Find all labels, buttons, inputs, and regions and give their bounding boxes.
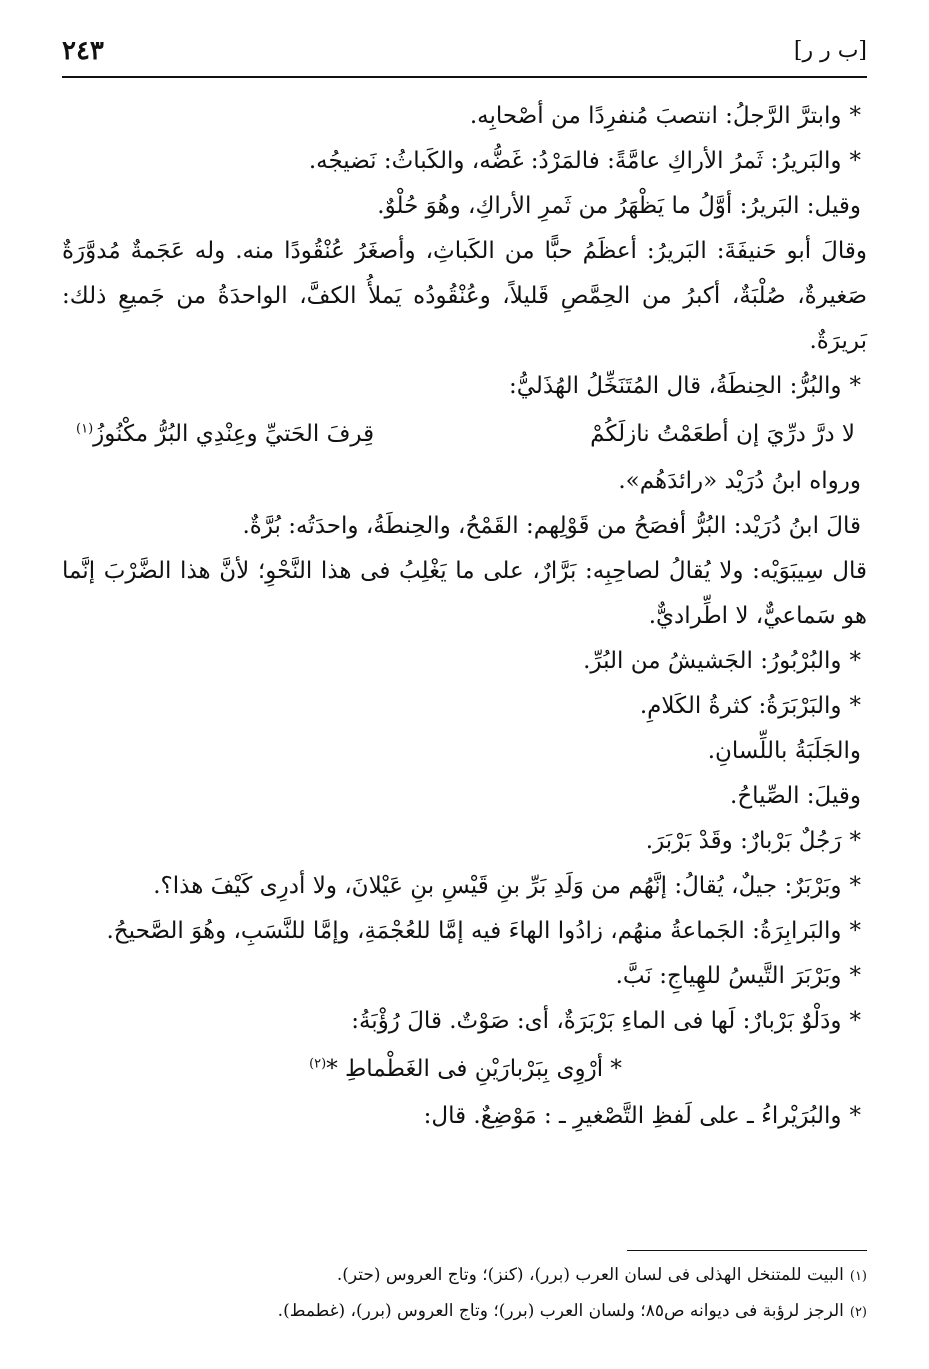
page-number: ٢٤٣ [62, 36, 104, 66]
page-header [62, 34, 867, 74]
page-body [62, 94, 867, 1139]
entry-star: * [849, 103, 861, 129]
verse-hemistich-text: قِرفَ الحَتيِّ وعِنْدِي البُرُّ مكْنُوزُ [93, 421, 375, 447]
entry-star: * [849, 873, 861, 899]
entry-star: * [849, 918, 861, 944]
paragraph-text: والبَرابِرَةُ: الجَماعةُ منهُم، زادُوا الهاءَ فيه إمَّا للعُجْمَةِ، وإمَّا للنَّسَبِ، وهُوَ الصَّحيحُ. [106, 918, 842, 944]
entry-star: * [849, 648, 861, 674]
verse-hemistich-first: لا درَّ درِّيَ إن أطعَمْتُ نازلَكُمْ [590, 421, 855, 447]
header-rule [62, 76, 867, 78]
paragraph [62, 954, 867, 999]
paragraph: وقيل: البَريرُ: أوَّلُ ما يَظْهَرُ من ثَمرِ الأراكِ، وهُوَ حُلْوٌ. [377, 193, 861, 219]
entry-star: * [849, 828, 861, 854]
section-root-label: [ب ر ر] [793, 38, 867, 63]
footnote-mark: (٢) [849, 1305, 867, 1320]
paragraph: قالَ ابنُ دُرَيْد: البُرُّ أفصَحُ من قَوْلِهم: القَمْحُ، والحِنطَةُ، واحدَتُه: بُرَّةٌ. [242, 513, 861, 539]
footnote-text: البيت للمتنخل الهذلى فى لسان العرب (برر)، (كنز)؛ وتاج العروس (حتر). [336, 1265, 844, 1285]
entry-star: * [849, 1103, 861, 1129]
paragraph-text: ودَلْوٌ بَرْبارٌ: لَها فى الماءِ بَرْبَرَةٌ، أى: صَوْتٌ. قالَ رُؤْبَةُ: [351, 1008, 842, 1034]
footnote-text: الرجز لرؤبة فى ديوانه ص٨٥؛ ولسان العرب (برر)؛ وتاج العروس (برر)، (غطمط). [277, 1301, 844, 1321]
paragraph [62, 639, 867, 684]
paragraph: وقالَ أبو حَنيفَةَ: البَريرُ: أعظَمُ حبًّا من الكَباثِ، وأصغَرُ عُنْقُودًا منه. وله عَجَمةٌ مُدوَّرَةٌ صَغيرةٌ، صُلْبَةٌ، أكبرُ من الحِمَّصِ قَليلاً، وعُنْقُودُه يَملأُ الكفَّ، الواحدَةُ من جَميعِ ذلك: بَريرَةٌ. [62, 238, 867, 354]
footnote [62, 1258, 867, 1294]
paragraph-text: والبَريرُ: ثَمرُ الأراكِ عامَّةً: فالمَرْدُ: غَضُّه، والكَباثُ: نَضيجُه. [308, 148, 842, 174]
paragraph-text: وابترَّ الرَّجلُ: انتصبَ مُنفرِدًا من أصْحابِه. [469, 103, 842, 129]
footnote-mark: (١) [849, 1269, 867, 1284]
paragraph [62, 819, 867, 864]
footnote-ref: (٢) [309, 1056, 327, 1072]
paragraph [62, 864, 867, 909]
paragraph-text: وبَرْبَرَ التَّيسُ للهِياجِ: نَبَّ. [615, 963, 842, 989]
paragraph-text: والبُرْبُورُ: الجَشيشُ من البُرِّ. [583, 648, 842, 674]
footnote-ref: (١) [76, 421, 94, 437]
paragraph: وقيلَ: الصِّياحُ. [730, 783, 861, 809]
paragraph-text: والبُرَيْراءُ ـ على لَفظِ التَّصْغيرِ ـ : مَوْضِعٌ. قال: [423, 1103, 842, 1129]
paragraph [62, 94, 867, 139]
paragraph-text: وبَرْبَرٌ: جيلٌ، يُقالُ: إنَّهُم من وَلَدِ بَرِّ بنِ قَيْسِ بنِ عَيْلانَ، ولا أدرِى كَيْفَ هذا؟. [153, 873, 842, 899]
paragraph [62, 684, 867, 729]
verse-line [62, 409, 867, 459]
paragraph: والجَلَبَةُ باللِّسانِ. [707, 738, 861, 764]
entry-star: * [849, 148, 861, 174]
paragraph [62, 1094, 867, 1139]
paragraph [62, 909, 867, 954]
paragraph [62, 364, 867, 409]
paragraph [62, 139, 867, 184]
footnote [62, 1294, 867, 1330]
paragraph: قال سِيبَوَيْه: ولا يُقالُ لصاحِبِه: بَرَّارٌ، على ما يَغْلِبُ فى هذا النَّحْوِ؛ لأنَّ هذا الضَّرْبَ إنَّما هو سَماعيٌّ، لا اطِّراديٌّ. [62, 558, 867, 629]
entry-star: * [849, 373, 861, 399]
verse-line [62, 1044, 867, 1094]
footnote-rule [627, 1250, 867, 1251]
entry-star: * [849, 963, 861, 989]
entry-star: * [849, 1008, 861, 1034]
verse-hemistich-second [76, 409, 374, 459]
paragraph: ورواه ابنُ دُرَيْد «رائدَهُم». [618, 468, 861, 494]
paragraph [62, 999, 867, 1044]
paragraph-text: والبَرْبَرَةُ: كثرةُ الكَلامِ. [639, 693, 842, 719]
entry-star: * [849, 693, 861, 719]
verse-rajaz [309, 1044, 622, 1094]
verse-text: * أرْوِى بِبَرْبارَيْنِ فى الغَطْماطِ * [326, 1056, 622, 1082]
paragraph-text: والبُرُّ: الحِنطَةُ، قال المُتَنَخِّلُ الهُذَليُّ: [509, 373, 842, 399]
footnotes [62, 1258, 867, 1330]
paragraph-text: رَجُلٌ بَرْبارٌ: وقَدْ بَرْبَرَ. [645, 828, 842, 854]
